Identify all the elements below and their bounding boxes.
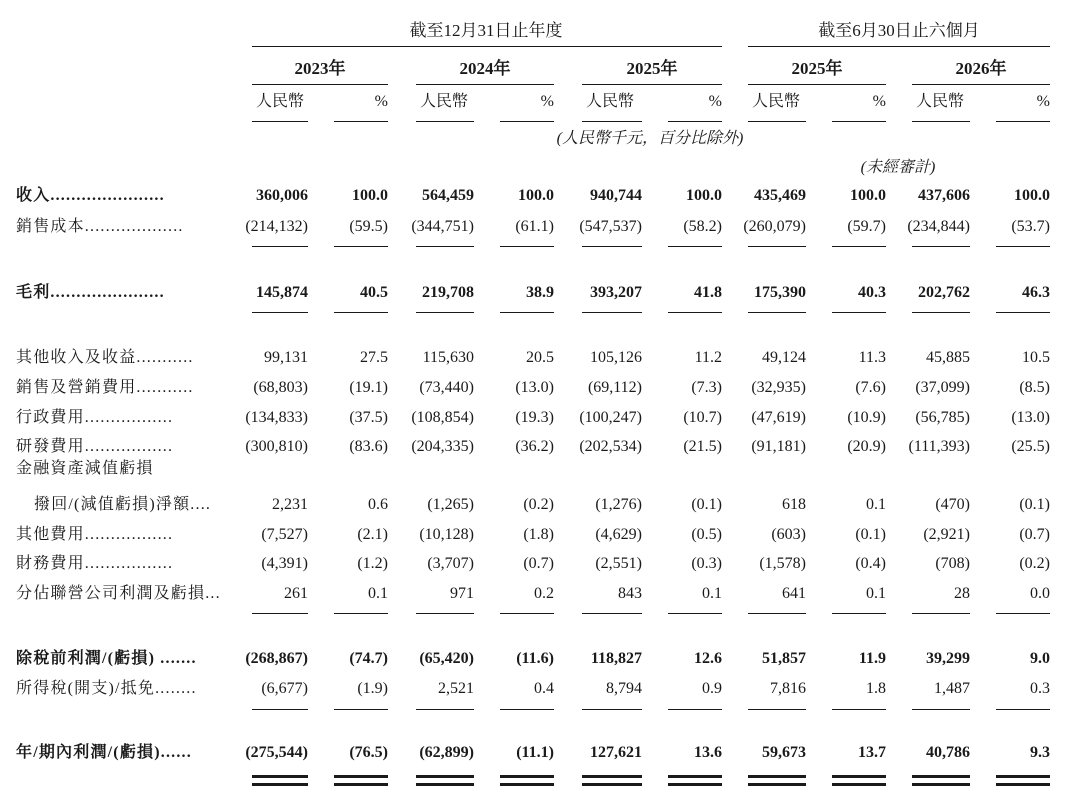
year-header-rule bbox=[582, 84, 722, 85]
total-rule bbox=[832, 613, 886, 614]
row-label: 銷售成本................... bbox=[16, 218, 184, 235]
table-cell: 1.8 bbox=[866, 680, 886, 697]
table-cell: (1,265) bbox=[427, 496, 474, 513]
table-cell: (214,132) bbox=[245, 218, 308, 235]
period-header-rule bbox=[748, 46, 1050, 47]
table-cell: 40.5 bbox=[360, 284, 388, 301]
table-cell: (11.1) bbox=[516, 744, 554, 761]
total-rule bbox=[416, 709, 474, 710]
table-cell: (65,420) bbox=[419, 650, 474, 667]
double-rule bbox=[832, 775, 886, 778]
double-rule bbox=[334, 783, 388, 786]
period-header-rule bbox=[252, 46, 722, 47]
double-rule bbox=[668, 783, 722, 786]
double-rule bbox=[748, 775, 806, 778]
row-label: 行政費用................. bbox=[16, 409, 174, 426]
table-cell: 0.9 bbox=[702, 680, 722, 697]
table-cell: (0.7) bbox=[1019, 526, 1050, 543]
total-rule bbox=[668, 246, 722, 247]
table-cell: 2,231 bbox=[272, 496, 308, 513]
unit-rule bbox=[252, 121, 308, 122]
double-rule bbox=[748, 783, 806, 786]
table-cell: 40.3 bbox=[858, 284, 886, 301]
table-cell: 100.0 bbox=[518, 187, 554, 204]
table-cell: (20.9) bbox=[847, 438, 886, 455]
total-rule bbox=[334, 312, 388, 313]
table-cell: (3,707) bbox=[427, 555, 474, 572]
double-rule bbox=[500, 775, 554, 778]
table-cell: (0.5) bbox=[691, 526, 722, 543]
table-cell: (1,578) bbox=[759, 555, 806, 572]
table-cell: 219,708 bbox=[422, 284, 474, 301]
table-cell: 45,885 bbox=[926, 349, 970, 366]
row-label: 銷售及營銷費用........... bbox=[16, 379, 194, 396]
row-label: 除稅前利潤/(虧損) ....... bbox=[16, 650, 197, 667]
table-cell: 0.6 bbox=[368, 496, 388, 513]
row-label: 毛利...................... bbox=[16, 284, 165, 301]
double-rule bbox=[252, 783, 308, 786]
row-label: 收入...................... bbox=[16, 187, 165, 204]
total-rule bbox=[748, 709, 806, 710]
year-header: 2023年 bbox=[294, 59, 346, 78]
table-cell: (7,527) bbox=[261, 526, 308, 543]
table-cell: 59,673 bbox=[762, 744, 806, 761]
table-cell: (0.3) bbox=[691, 555, 722, 572]
total-rule bbox=[748, 312, 806, 313]
table-cell: 435,469 bbox=[754, 187, 806, 204]
row-label: 金融資產減值虧損 bbox=[16, 460, 154, 477]
unit-rmb-header: 人民幣 bbox=[916, 93, 965, 110]
table-cell: (0.7) bbox=[523, 555, 554, 572]
table-cell: 940,744 bbox=[590, 187, 642, 204]
table-cell: (111,393) bbox=[908, 438, 970, 455]
total-rule bbox=[668, 312, 722, 313]
table-cell: 11.2 bbox=[694, 349, 722, 366]
total-rule bbox=[668, 709, 722, 710]
table-cell: 8,794 bbox=[606, 680, 642, 697]
total-rule bbox=[996, 246, 1050, 247]
table-cell: (91,181) bbox=[751, 438, 806, 455]
double-rule bbox=[416, 783, 474, 786]
table-cell: (260,079) bbox=[743, 218, 806, 235]
total-rule bbox=[582, 613, 642, 614]
table-cell: (47,619) bbox=[751, 409, 806, 426]
year-header-rule bbox=[912, 84, 1050, 85]
table-cell: 971 bbox=[450, 585, 474, 602]
table-cell: 175,390 bbox=[754, 284, 806, 301]
total-rule bbox=[416, 312, 474, 313]
total-rule bbox=[912, 709, 970, 710]
total-rule bbox=[832, 312, 886, 313]
table-cell: (73,440) bbox=[419, 379, 474, 396]
double-rule bbox=[996, 775, 1050, 778]
table-cell: (68,803) bbox=[253, 379, 308, 396]
total-rule bbox=[252, 246, 308, 247]
table-cell: 10.5 bbox=[1022, 349, 1050, 366]
unit-rule bbox=[500, 121, 554, 122]
unit-percent-header: % bbox=[708, 93, 722, 110]
table-cell: 105,126 bbox=[590, 349, 642, 366]
unit-percent-header: % bbox=[374, 93, 388, 110]
table-cell: (0.4) bbox=[855, 555, 886, 572]
table-cell: (32,935) bbox=[751, 379, 806, 396]
year-header-rule bbox=[748, 84, 886, 85]
total-rule bbox=[252, 709, 308, 710]
total-rule bbox=[252, 312, 308, 313]
table-cell: (76.5) bbox=[349, 744, 388, 761]
table-cell: (7.6) bbox=[855, 379, 886, 396]
double-rule bbox=[912, 783, 970, 786]
table-cell: 261 bbox=[284, 585, 308, 602]
double-rule bbox=[500, 783, 554, 786]
table-cell: (8.5) bbox=[1019, 379, 1050, 396]
table-cell: 393,207 bbox=[590, 284, 642, 301]
table-cell: 618 bbox=[782, 496, 806, 513]
total-rule bbox=[748, 613, 806, 614]
total-rule bbox=[996, 709, 1050, 710]
total-rule bbox=[996, 312, 1050, 313]
table-cell: (69,112) bbox=[587, 379, 642, 396]
table-cell: (134,833) bbox=[245, 409, 308, 426]
table-cell: 843 bbox=[618, 585, 642, 602]
table-cell: 49,124 bbox=[762, 349, 806, 366]
table-cell: (344,751) bbox=[411, 218, 474, 235]
unit-rmb-header: 人民幣 bbox=[586, 93, 635, 110]
table-cell: 100.0 bbox=[686, 187, 722, 204]
table-cell: (2.1) bbox=[357, 526, 388, 543]
unit-rule bbox=[334, 121, 388, 122]
table-cell: 1,487 bbox=[934, 680, 970, 697]
unit-rule bbox=[416, 121, 474, 122]
unit-rule bbox=[582, 121, 642, 122]
table-cell: (202,534) bbox=[579, 438, 642, 455]
row-label: 其他收入及收益........... bbox=[16, 349, 194, 366]
table-cell: (25.5) bbox=[1011, 438, 1050, 455]
table-cell: 0.1 bbox=[866, 496, 886, 513]
row-label: 分佔聯營公司利潤及虧損... bbox=[16, 585, 221, 602]
unit-rmb-header: 人民幣 bbox=[752, 93, 801, 110]
double-rule bbox=[334, 775, 388, 778]
table-cell: (10.9) bbox=[847, 409, 886, 426]
table-cell: 20.5 bbox=[526, 349, 554, 366]
table-cell: (0.2) bbox=[523, 496, 554, 513]
table-cell: 9.3 bbox=[1030, 744, 1050, 761]
table-cell: (37,099) bbox=[915, 379, 970, 396]
table-cell: 202,762 bbox=[918, 284, 970, 301]
table-cell: (275,544) bbox=[245, 744, 308, 761]
table-cell: 9.0 bbox=[1030, 650, 1050, 667]
table-cell: 40,786 bbox=[926, 744, 970, 761]
table-cell: 0.2 bbox=[534, 585, 554, 602]
table-cell: (7.3) bbox=[691, 379, 722, 396]
double-rule bbox=[582, 783, 642, 786]
year-header: 2025年 bbox=[791, 59, 843, 78]
table-cell: (108,854) bbox=[411, 409, 474, 426]
table-cell: (37.5) bbox=[349, 409, 388, 426]
total-rule bbox=[832, 709, 886, 710]
table-cell: (56,785) bbox=[915, 409, 970, 426]
total-rule bbox=[912, 246, 970, 247]
table-cell: (6,677) bbox=[261, 680, 308, 697]
row-label: 年/期內利潤/(虧損)...... bbox=[16, 744, 192, 761]
row-label: 其他費用................. bbox=[16, 526, 174, 543]
table-cell: (62,899) bbox=[419, 744, 474, 761]
double-rule bbox=[668, 775, 722, 778]
table-cell: (1.9) bbox=[357, 680, 388, 697]
table-cell: (53.7) bbox=[1011, 218, 1050, 235]
total-rule bbox=[912, 613, 970, 614]
table-cell: 51,857 bbox=[762, 650, 806, 667]
table-cell: 0.0 bbox=[1030, 585, 1050, 602]
table-cell: (61.1) bbox=[515, 218, 554, 235]
double-rule bbox=[252, 775, 308, 778]
table-cell: (13.0) bbox=[515, 379, 554, 396]
double-rule bbox=[832, 783, 886, 786]
table-cell: (74.7) bbox=[349, 650, 388, 667]
table-cell: (234,844) bbox=[907, 218, 970, 235]
unit-rule bbox=[668, 121, 722, 122]
table-cell: (36.2) bbox=[515, 438, 554, 455]
table-cell: (10,128) bbox=[419, 526, 474, 543]
table-cell: 564,459 bbox=[422, 187, 474, 204]
table-cell: 145,874 bbox=[256, 284, 308, 301]
table-cell: (59.5) bbox=[349, 218, 388, 235]
table-cell: 27.5 bbox=[360, 349, 388, 366]
total-rule bbox=[334, 246, 388, 247]
table-cell: 99,131 bbox=[264, 349, 308, 366]
unit-percent-header: % bbox=[540, 93, 554, 110]
table-cell: (204,335) bbox=[411, 438, 474, 455]
unit-rule bbox=[996, 121, 1050, 122]
table-cell: 100.0 bbox=[1014, 187, 1050, 204]
table-cell: 100.0 bbox=[850, 187, 886, 204]
total-rule bbox=[500, 246, 554, 247]
table-cell: (0.1) bbox=[855, 526, 886, 543]
total-rule bbox=[582, 709, 642, 710]
row-label: 財務費用................. bbox=[16, 555, 174, 572]
table-cell: (0.1) bbox=[1019, 496, 1050, 513]
table-cell: 13.7 bbox=[858, 744, 886, 761]
table-cell: 11.9 bbox=[858, 650, 886, 667]
total-rule bbox=[582, 246, 642, 247]
table-cell: (59.7) bbox=[847, 218, 886, 235]
table-cell: (4,629) bbox=[595, 526, 642, 543]
table-cell: (4,391) bbox=[261, 555, 308, 572]
table-cell: 127,621 bbox=[590, 744, 642, 761]
table-cell: (470) bbox=[935, 496, 970, 513]
table-cell: (268,867) bbox=[245, 650, 308, 667]
table-cell: 41.8 bbox=[694, 284, 722, 301]
currency-note: (人民幣千元，百分比除外) bbox=[556, 130, 744, 147]
table-cell: 0.3 bbox=[1030, 680, 1050, 697]
table-cell: (1.8) bbox=[523, 526, 554, 543]
table-cell: 28 bbox=[954, 585, 970, 602]
unit-rmb-header: 人民幣 bbox=[256, 93, 305, 110]
table-cell: (1,276) bbox=[595, 496, 642, 513]
table-cell: 0.1 bbox=[368, 585, 388, 602]
double-rule bbox=[582, 775, 642, 778]
table-cell: (19.3) bbox=[515, 409, 554, 426]
table-cell: (603) bbox=[771, 526, 806, 543]
year-header-rule bbox=[416, 84, 554, 85]
table-cell: 100.0 bbox=[352, 187, 388, 204]
total-rule bbox=[416, 246, 474, 247]
double-rule bbox=[996, 783, 1050, 786]
table-cell: 360,006 bbox=[256, 187, 308, 204]
total-rule bbox=[252, 613, 308, 614]
table-cell: (11.6) bbox=[516, 650, 554, 667]
table-cell: (708) bbox=[935, 555, 970, 572]
unit-percent-header: % bbox=[872, 93, 886, 110]
table-cell: (2,551) bbox=[595, 555, 642, 572]
year-header: 2026年 bbox=[955, 59, 1007, 78]
total-rule bbox=[832, 246, 886, 247]
table-cell: 641 bbox=[782, 585, 806, 602]
table-cell: (547,537) bbox=[579, 218, 642, 235]
table-cell: 437,606 bbox=[918, 187, 970, 204]
table-cell: 39,299 bbox=[926, 650, 970, 667]
table-cell: (300,810) bbox=[245, 438, 308, 455]
total-rule bbox=[668, 613, 722, 614]
table-cell: 118,827 bbox=[590, 650, 642, 667]
period-header-year: 截至12月31日止年度 bbox=[409, 21, 563, 40]
total-rule bbox=[912, 312, 970, 313]
total-rule bbox=[500, 709, 554, 710]
year-header-rule bbox=[252, 84, 388, 85]
unaudited-note: (未經審計) bbox=[860, 159, 936, 176]
table-cell: (83.6) bbox=[349, 438, 388, 455]
table-cell: (19.1) bbox=[349, 379, 388, 396]
table-cell: 0.1 bbox=[702, 585, 722, 602]
year-header: 2024年 bbox=[459, 59, 511, 78]
total-rule bbox=[334, 709, 388, 710]
table-cell: 38.9 bbox=[526, 284, 554, 301]
unit-percent-header: % bbox=[1036, 93, 1050, 110]
table-cell: (2,921) bbox=[923, 526, 970, 543]
row-label: 所得稅(開支)/抵免........ bbox=[16, 680, 197, 697]
double-rule bbox=[912, 775, 970, 778]
table-cell: (100,247) bbox=[579, 409, 642, 426]
table-cell: (58.2) bbox=[683, 218, 722, 235]
row-label: 撥回/(減值虧損)淨額.... bbox=[34, 496, 212, 513]
total-rule bbox=[582, 312, 642, 313]
table-cell: 12.6 bbox=[694, 650, 722, 667]
row-label: 研發費用................. bbox=[16, 438, 174, 455]
table-cell: 2,521 bbox=[438, 680, 474, 697]
period-header-half: 截至6月30日止六個月 bbox=[818, 21, 980, 40]
table-cell: 13.6 bbox=[694, 744, 722, 761]
table-cell: 7,816 bbox=[770, 680, 806, 697]
total-rule bbox=[996, 613, 1050, 614]
table-cell: 0.4 bbox=[534, 680, 554, 697]
table-cell: (0.1) bbox=[691, 496, 722, 513]
unit-rule bbox=[912, 121, 970, 122]
double-rule bbox=[416, 775, 474, 778]
year-header: 2025年 bbox=[626, 59, 678, 78]
total-rule bbox=[500, 312, 554, 313]
table-cell: 46.3 bbox=[1022, 284, 1050, 301]
total-rule bbox=[748, 246, 806, 247]
table-cell: (1.2) bbox=[357, 555, 388, 572]
table-cell: 11.3 bbox=[858, 349, 886, 366]
unit-rule bbox=[748, 121, 806, 122]
unit-rmb-header: 人民幣 bbox=[420, 93, 469, 110]
total-rule bbox=[334, 613, 388, 614]
total-rule bbox=[416, 613, 474, 614]
total-rule bbox=[500, 613, 554, 614]
table-cell: 0.1 bbox=[866, 585, 886, 602]
table-cell: (10.7) bbox=[683, 409, 722, 426]
table-cell: 115,630 bbox=[422, 349, 474, 366]
table-cell: (21.5) bbox=[683, 438, 722, 455]
unit-rule bbox=[832, 121, 886, 122]
table-cell: (13.0) bbox=[1011, 409, 1050, 426]
table-cell: (0.2) bbox=[1019, 555, 1050, 572]
